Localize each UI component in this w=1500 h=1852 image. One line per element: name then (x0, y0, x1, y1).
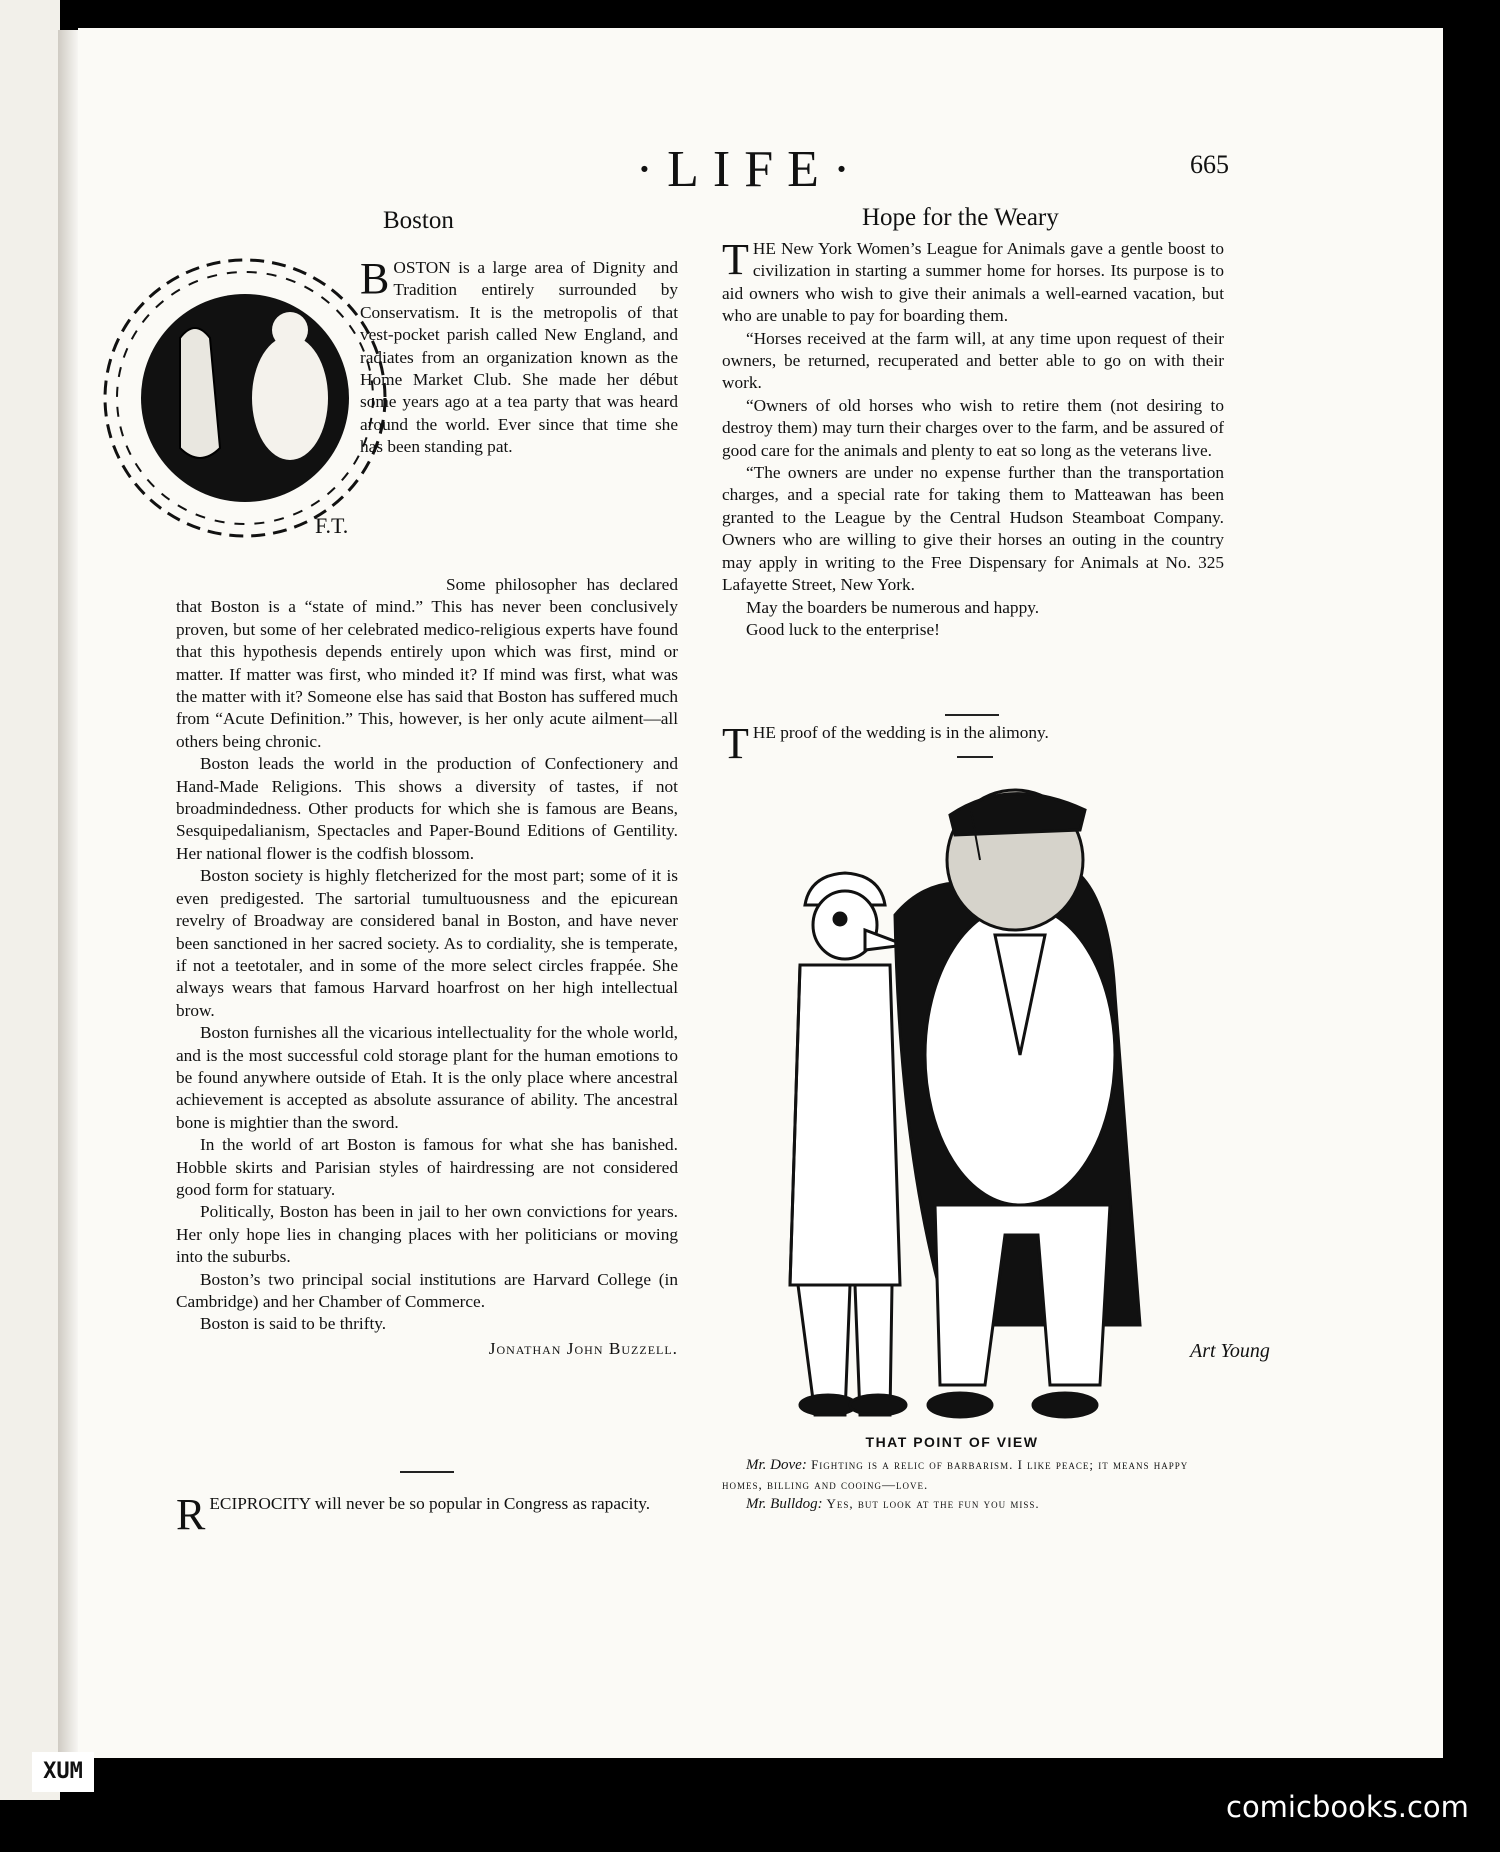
drop-cap-t: T (722, 235, 749, 284)
cartoon-caption-title: THAT POINT OF VIEW (865, 1434, 1039, 1450)
svg-text:F.T.: F.T. (315, 513, 349, 538)
hope-paragraph: “The owners are under no expense further than the transportation charges, and a special rate for taking them to Matteawan has been granted to the League by the Central Hudson Steamboat Company. Owners who are willing to give their horses an outing in the country may apply in writing to the Free Dispensary for Animals at No. 325 Lafayette Street, New York. (722, 463, 1224, 595)
divider-rule (400, 1471, 454, 1473)
caption-line-dove: Fighting is a relic of barbarism. I like peace; it means happy homes, billing and cooing—love. (722, 1457, 1189, 1492)
boston-paragraph: Boston leads the world in the production of Confectionery and Hand-Made Religions. This shows a diversity of tastes, if not broadmindedness. Other products for which she is famous are Beans, Sesquipedalianism, Spectacles and Paper-Bound Editions of Gentility. Her national flower is the codfish blossom. (176, 754, 678, 863)
boston-paragraph: Boston is said to be thrifty. (200, 1314, 387, 1334)
corner-label: XUM (32, 1752, 94, 1792)
cartoon-caption (722, 1455, 1208, 1514)
hope-paragraph: Good luck to the enterprise! (746, 619, 940, 639)
boston-paragraph: Boston’s two principal social institutions are Harvard College (in Cambridge) and her Chamber of Commerce. (176, 1269, 678, 1311)
cartoon-illustration (720, 765, 1300, 1425)
hope-paragraph: “Owners of old horses who wish to retire them (not desiring to destroy them) may turn their charges over to the farm, and be assured of good care for the animals and plenty to eat so long as the veterans live. (722, 395, 1224, 460)
boston-title: Boston (383, 207, 454, 234)
divider-rule (945, 714, 999, 716)
boston-paragraph: Boston furnishes all the vicarious intellectuality for the whole world, and is the most successful cold storage plant for the human emotions to be found anywhere outside of Etah. It is the only place where ancestral achievement is accepted as absolute assurance of ability. The ancestral bone is mightier than the sword. (176, 1023, 678, 1132)
hope-title: Hope for the Weary (862, 204, 1059, 231)
boston-paragraph: In the world of art Boston is famous for what she has banished. Hobble skirts and Parisian styles of hairdressing are not considered good form for statuary. (176, 1135, 678, 1199)
drop-cap-b: B (360, 254, 390, 303)
drop-cap-t: T (722, 719, 749, 768)
boston-opening-text: OSTON is a large area of Dignity and Tradition entirely surrounded by Conservatism. It is the metropolis of that vest-pocket parish called New England, and radiates from an organization known as the Home Market Club. She made her début some years ago at a tea party that was heard around the world. Ever since that time she has been standing pat. (360, 258, 678, 457)
hope-paragraph: May the boarders be numerous and happy. (746, 597, 1040, 617)
boston-author: Jonathan John Buzzell. (488, 1338, 678, 1358)
watermark: comicbooks.com (1226, 1790, 1469, 1824)
caption-speaker-bulldog: Mr. Bulldog: (746, 1496, 823, 1512)
hope-paragraph: “Horses received at the farm will, at any time upon request of their owners, be returned, recuperated and better able to go on with their work. (722, 328, 1224, 393)
reciprocity-text: ECIPROCITY will never be so popular in Congress as rapacity. (209, 1494, 651, 1513)
drop-cap-r: R (176, 1490, 206, 1539)
bulldog-figure (895, 790, 1140, 1417)
page-number: 665 (1190, 150, 1229, 179)
cartoon-signature: Art Young (1190, 1340, 1270, 1362)
caption-speaker-dove: Mr. Dove: (746, 1457, 807, 1473)
wreath-illustration (100, 248, 390, 568)
boston-paragraph: Politically, Boston has been in jail to her own convictions for years. Her only hope lies in changing places with her politicians or moving into the suburbs. (176, 1202, 678, 1267)
boston-paragraph: Some philosopher has declared that Boston is a “state of mind.” This has never been conclusively proven, but some of her celebrated medico-religious experts have found that this hypothesis depends entirely upon which was first, mind or matter. If matter was first, who minded it? If mind was first, what was the matter with it? Someone else has said that Boston has suffered much from “Acute Definition.” This, however, is her only acute ailment—all others being chronic. (176, 575, 678, 751)
divider-rule (957, 756, 993, 758)
reciprocity-item (176, 1490, 678, 1539)
hope-opening-text: HE New York Women’s League for Animals gave a gentle boost to civilization in starting a summer home for horses. Its purpose is to aid owners who wish to give their animals a well-earned vacation, but who are unable to pay for boarding them. (722, 239, 1224, 326)
boston-opening (360, 254, 678, 459)
page-gutter (58, 30, 80, 1790)
boston-paragraph: Boston society is highly fletcherized for the most part; some of it is even predigested. The sartorial tumultuousness and the epicurean revelry of Broadway are considered banal in Boston, and have never been sanctioned in her sacred society. As to cordiality, she is temperate, if not a teetotaler, and in some of the more select circles frappée. She always wears that famous Harvard hoarfrost on her high intellectual brow. (176, 866, 678, 1020)
hope-article (722, 235, 1224, 641)
alimony-text: HE proof of the wedding is in the alimony. (752, 723, 1049, 742)
dove-figure (790, 873, 906, 1415)
caption-line-bulldog: Yes, but look at the fun you miss. (826, 1496, 1040, 1511)
masthead: ·LIFE· (635, 141, 865, 198)
boston-body (176, 574, 678, 1360)
previous-page-edge (0, 0, 60, 1800)
white-figure (252, 336, 328, 460)
